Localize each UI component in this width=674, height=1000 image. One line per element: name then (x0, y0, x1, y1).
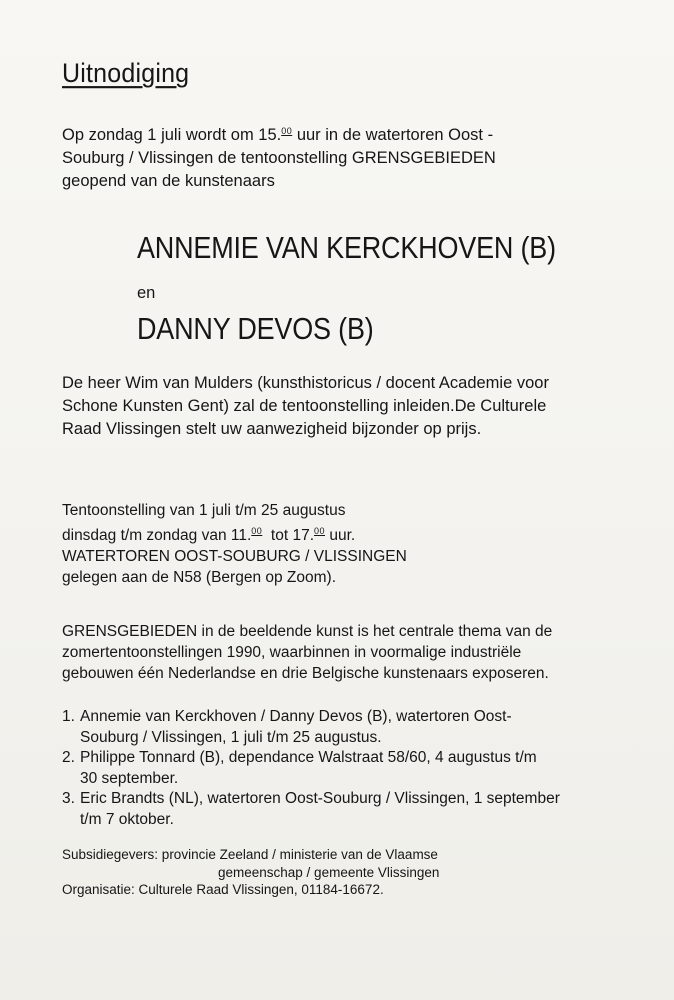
venue-name: WATERTOREN OOST-SOUBURG / VLISSINGEN (62, 548, 407, 565)
list-number: 2. (62, 749, 75, 766)
list-item: 3. Eric Brandts (NL), watertoren Oost-Souburg / Vlissingen, 1 september t/m 7 oktober. (62, 790, 560, 828)
list-item: 1. Annemie van Kerckhoven / Danny Devos (B), watertoren Oost- Souburg / Vlissingen, 1 juli t/m 25 augustus. (62, 708, 512, 746)
venue-location: gelegen aan de N58 (Bergen op Zoom). (62, 569, 337, 586)
organisation-line: Organisatie: Culturele Raad Vlissingen, 01184-16672. (62, 882, 384, 897)
venue-list (62, 707, 560, 830)
theme-line-2: zomertentoonstellingen 1990, waarbinnen in voormalige industriële (62, 644, 522, 661)
intro-line-1: Op zondag 1 juli wordt om 15.00 uur in de watertoren Oost - (62, 126, 494, 144)
intro-line-3: geopend van de kunstenaars (62, 172, 275, 190)
theme-paragraph (62, 621, 552, 684)
artist-name-1: ANNEMIE VAN KERCKHOVEN (B) (137, 231, 556, 265)
exhibition-details (62, 500, 407, 588)
list-item: 2. Philippe Tonnard (B), dependance Walstraat 58/60, 4 augustus t/m 30 september. (62, 749, 537, 787)
credits-block (62, 846, 439, 899)
theme-line-3: gebouwen één Nederlandse en drie Belgische kunstenaars exposeren. (62, 665, 549, 682)
intro-paragraph (62, 120, 496, 193)
artist-name-2: DANNY DEVOS (B) (137, 312, 374, 346)
speaker-paragraph (62, 372, 549, 441)
sponsors-line: Subsidiegevers: provincie Zeeland / ministerie van de Vlaamse (62, 847, 438, 862)
theme-line-1: GRENSGEBIEDEN in de beeldende kunst is het centrale thema van de (62, 623, 553, 640)
conjunction-text: en (137, 284, 156, 302)
page-title: Uitnodiging (62, 58, 190, 89)
list-number: 1. (62, 708, 75, 725)
intro-line-2: Souburg / Vlissingen de tentoonstelling GRENSGEBIEDEN (62, 149, 496, 167)
exhibition-dates: Tentoonstelling van 1 juli t/m 25 augustus (62, 502, 346, 519)
speaker-line-1: De heer Wim van Mulders (kunsthistoricus / docent Academie voor (62, 374, 549, 392)
list-number: 3. (62, 790, 75, 807)
opening-hours: dinsdag t/m zondag van 11.00 tot 17.00 uur. (62, 526, 356, 544)
sponsors-line-continued: gemeenschap / gemeente Vlissingen (218, 864, 440, 880)
time-superscript: 00 (281, 126, 293, 136)
speaker-line-3: Raad Vlissingen stelt uw aanwezigheid bijzonder op prijs. (62, 420, 482, 438)
speaker-line-2: Schone Kunsten Gent) zal de tentoonstelling inleiden.De Culturele (62, 397, 547, 415)
